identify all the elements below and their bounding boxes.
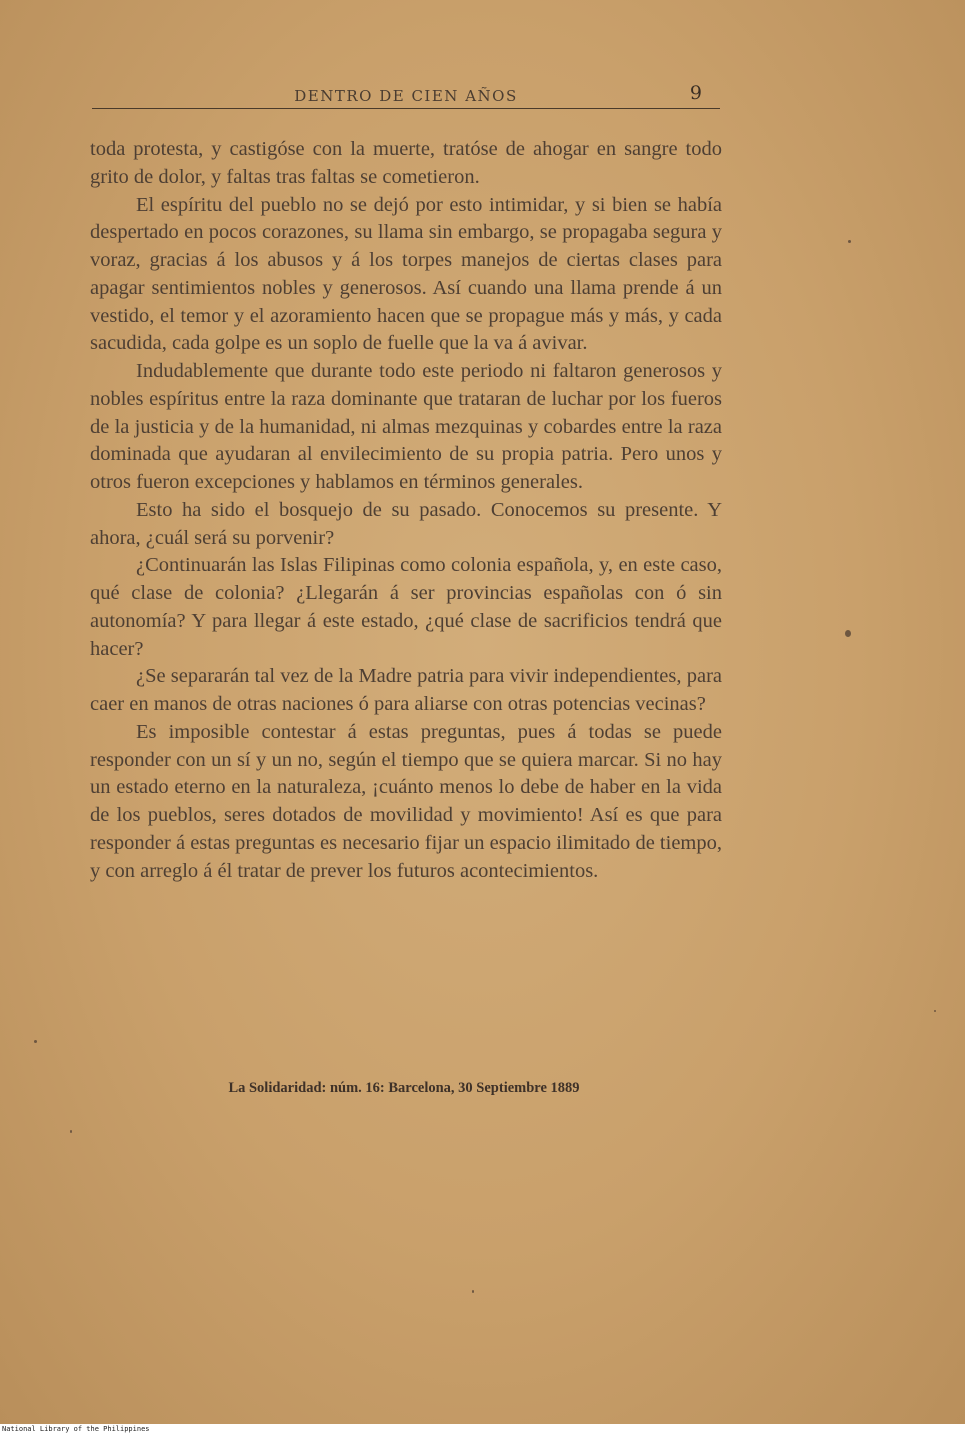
page-header xyxy=(92,82,720,109)
running-title: DENTRO DE CIEN AÑOS xyxy=(294,87,518,105)
source-citation: La Solidaridad: núm. 16: Barcelona, 30 Septiembre 1889 xyxy=(228,1080,580,1096)
paragraph-7: Es imposible contestar á estas preguntas, pues á todas se puede responder con un sí y un no, según el tiempo que se quiera marcar. Si no hay un estado eterno en la naturaleza, ¡cuánto menos lo debe de haber en la vida de los pueblos, seres dotados de movilidad y movimiento! Así es que para responder á estas preguntas es necesario fijar un espacio ilimitado de tiempo, y con arreglo á él tratar de prever los futuros acontecimientos. xyxy=(90,720,722,882)
paragraph-3: Indudablemente que durante todo este periodo ni faltaron generosos y nobles espíritus entre la raza dominante que trataran de luchar por los fueros de la justicia y de la humanidad, ni almas mezquinas y cobardes entre la raza dominada que ayudaran al envilecimiento de su propia patria. Pero unos y otros fueron excepciones y hablamos en términos generales. xyxy=(90,360,722,493)
footer-credit: National Library of the Philippines xyxy=(2,1425,150,1433)
paragraph-6: ¿Se separarán tal vez de la Madre patria para vivir independientes, para caer en manos de otras naciones ó para aliarse con otras potencias vecinas? xyxy=(90,665,722,715)
paper-speck xyxy=(70,1130,72,1133)
paper-speck xyxy=(34,1040,37,1043)
paragraph-1: toda protesta, y castigóse con la muerte, tratóse de ahogar en sangre todo grito de dolor, y faltas tras faltas se cometieron. xyxy=(90,138,722,188)
paper-speck xyxy=(848,240,851,243)
page-number: 9 xyxy=(689,82,702,104)
paragraph-4: Esto ha sido el bosquejo de su pasado. Conocemos su presente. Y ahora, ¿cuál será su porvenir? xyxy=(90,498,722,549)
paper-speck xyxy=(934,1010,936,1012)
body-text xyxy=(90,136,722,885)
paragraph-2: El espíritu del pueblo no se dejó por esto intimidar, y si bien se había despertado en pocos corazones, su llama sin embargo, se propagaba segura y voraz, gracias á los abusos y á los torpes manejos de ciertas clases para apagar sentimientos nobles y generosos. Así cuando una llama prende á un vestido, el temor y el azoramiento hacen que se propague más y más, y cada sacudida, cada golpe es un soplo de fuelle que la va á avivar. xyxy=(90,193,722,355)
paper-speck xyxy=(845,630,851,637)
paper-speck xyxy=(472,1290,474,1293)
paragraph-5: ¿Continuarán las Islas Filipinas como colonia española, y, en este caso, qué clase de colonia? ¿Llegarán á ser provincias españolas con ó sin autonomía? Y para llegar á este estado, ¿qué clase de sacrificios tendrá que hacer? xyxy=(90,554,722,660)
